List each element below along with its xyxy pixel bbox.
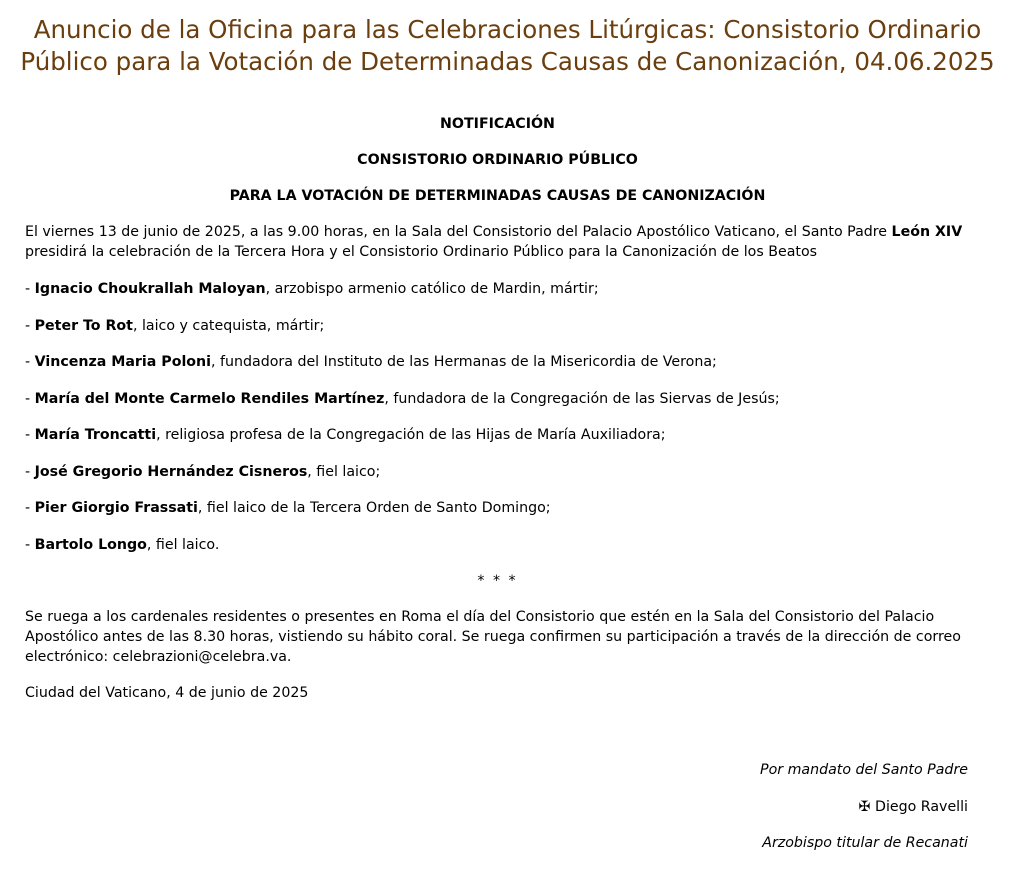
signatory-line	[760, 797, 968, 817]
heading-canonization: PARA LA VOTACIÓN DE DETERMINADAS CAUSAS DE CANONIZACIÓN	[229, 188, 766, 204]
cross-icon: ✠	[858, 798, 871, 815]
beato-name: Bartolo Longo	[34, 536, 147, 553]
section-separator: * * *	[477, 573, 518, 589]
intro-paragraph	[25, 222, 970, 262]
intro-text-before: El viernes 13 de junio de 2025, a las 9.00 horas, en la Sala del Consistorio del Palacio Apostólico Vaticano, el Santo Padre	[25, 224, 892, 240]
signatory-name: Diego Ravelli	[875, 798, 968, 815]
list-item: - Vincenza Maria Poloni, fundadora del Instituto de las Hermanas de la Misericordia de Verona;	[25, 354, 717, 370]
list-item: - María del Monte Carmelo Rendiles Martínez, fundadora de la Congregación de las Siervas de Jesús;	[25, 390, 780, 407]
beatos-list	[25, 279, 970, 555]
signature-block	[760, 760, 968, 870]
intro-text-after: presidirá la celebración de la Tercera Hora y el Consistorio Ordinario Público para la Canonización de los Beatos	[25, 244, 818, 260]
pope-name: León XIV	[891, 224, 963, 240]
document-body	[25, 114, 970, 719]
beato-name: Peter To Rot	[34, 317, 133, 334]
beato-name: María del Monte Carmelo Rendiles Martínez	[34, 390, 385, 407]
list-item: - Peter To Rot, laico y catequista, mártir;	[25, 317, 325, 334]
beato-name: María Troncatti	[34, 427, 157, 443]
mandate-line: Por mandato del Santo Padre	[760, 762, 968, 778]
list-item: - José Gregorio Hernández Cisneros, fiel laico;	[25, 463, 381, 480]
request-paragraph: Se ruega a los cardenales residentes o presentes en Roma el día del Consistorio que estén en la Sala del Consistorio del Palacio Apostólico antes de las 8.30 horas, vistiendo su hábito coral. Se ruega confirmen su participación a través de la dirección de correo electrónico: celebrazioni@celebra.va.	[25, 609, 961, 665]
beato-name: José Gregorio Hernández Cisneros	[34, 463, 308, 480]
place-date: Ciudad del Vaticano, 4 de junio de 2025	[25, 685, 309, 701]
beato-name: Vincenza Maria Poloni	[34, 354, 212, 370]
beato-name: Ignacio Choukrallah Maloyan	[34, 281, 266, 297]
page-title-line-1: Anuncio de la Oficina para las Celebraciones Litúrgicas: Consistorio Ordinario	[33, 15, 982, 44]
list-item: - Ignacio Choukrallah Maloyan, arzobispo armenio católico de Mardin, mártir;	[25, 281, 599, 297]
list-item: - Bartolo Longo, fiel laico.	[25, 536, 220, 553]
list-item: - Pier Giorgio Frassati, fiel laico de la Tercera Orden de Santo Domingo;	[25, 500, 551, 516]
heading-notification: NOTIFICACIÓN	[440, 116, 555, 132]
beato-name: Pier Giorgio Frassati	[34, 500, 198, 516]
heading-consistory: CONSISTORIO ORDINARIO PÚBLICO	[357, 152, 638, 168]
signatory-role: Arzobispo titular de Recanati	[762, 835, 968, 851]
page-title	[0, 0, 1015, 78]
list-item: - María Troncatti, religiosa profesa de la Congregación de las Hijas de María Auxiliadora;	[25, 427, 666, 443]
page-title-line-2: Público para la Votación de Determinadas Causas de Canonización, 04.06.2025	[20, 47, 995, 76]
